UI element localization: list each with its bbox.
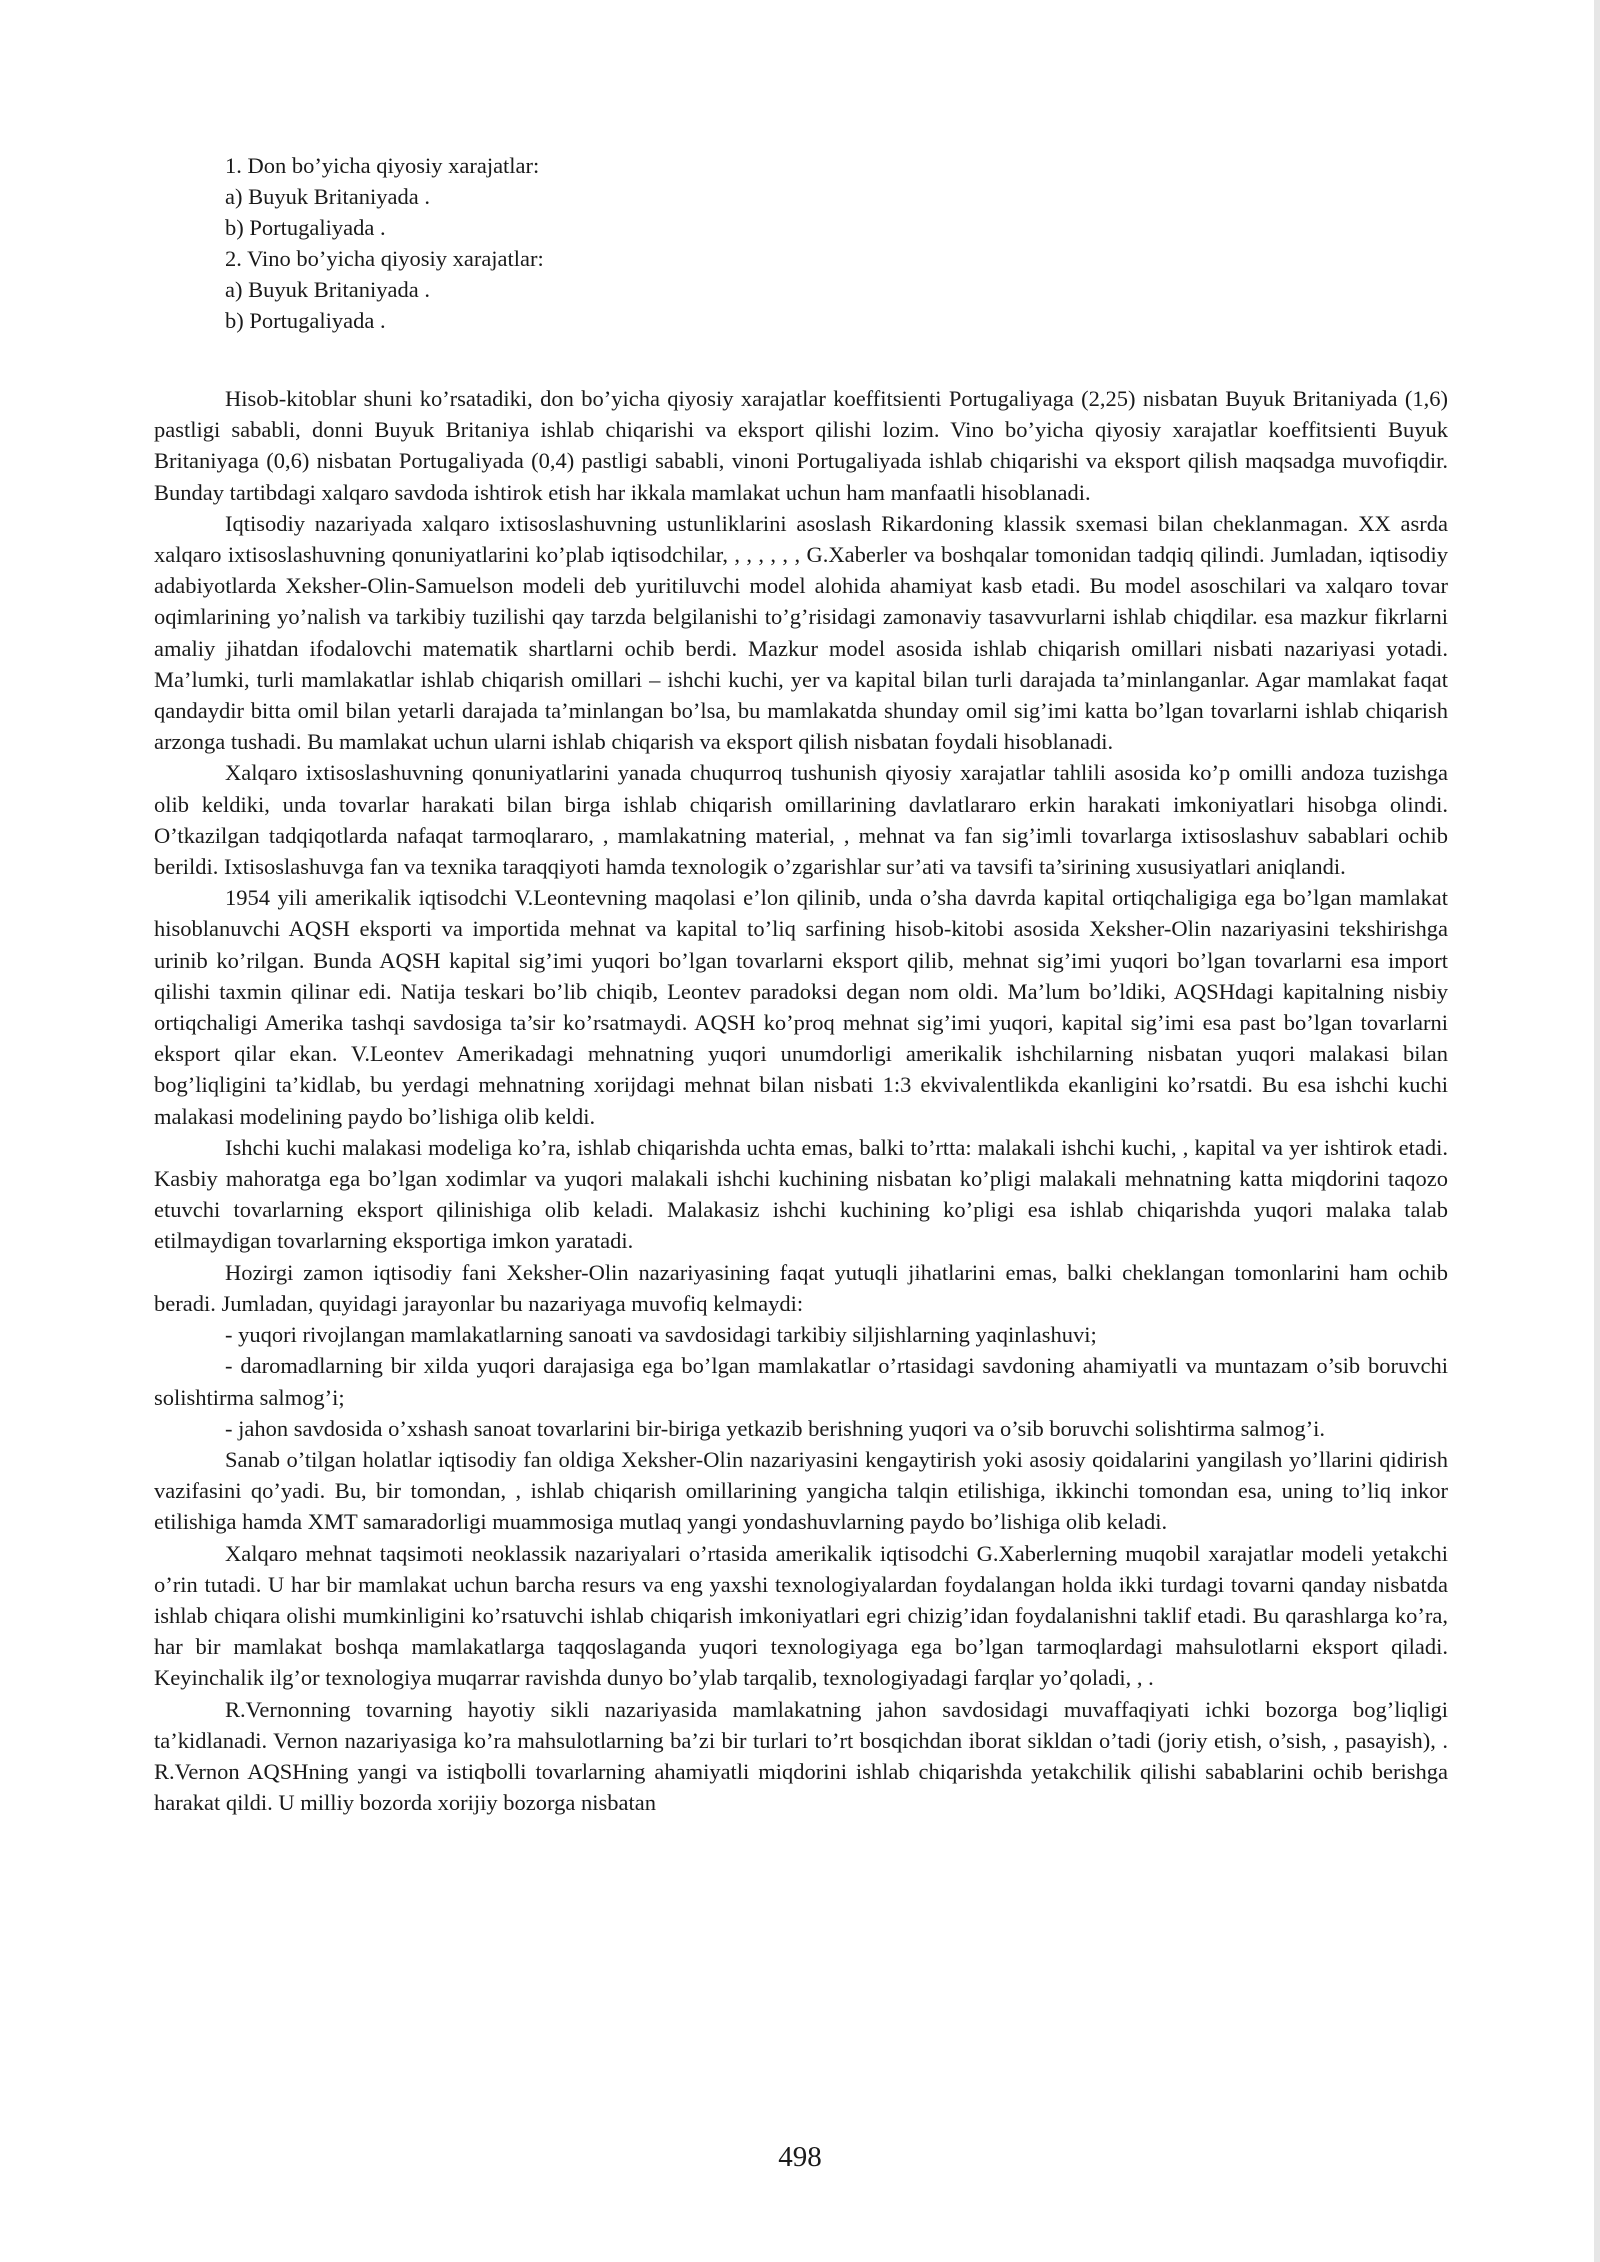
paragraph: Sanab o’tilgan holatlar iqtisodiy fan oldiga Xeksher-Olin nazariyasini kengaytirish yoki asosiy qoidalarini yangilash yo’llarini qidirish vazifasini qo’yadi. Bu, bir tomondan, , ishlab chiqarish omillarining yangicha talqin etilishiga, ikkinchi tomondan esa, uning to’liq inkor etilishiga hamda XMT samaradorligi muammosiga mutlaq yangi yondashuvlarning paydo bo’lishiga olib keladi. — [154, 1446, 1448, 1535]
list-item: 2. Vino bo’yicha qiyosiy xarajatlar: — [225, 246, 544, 271]
body-text — [154, 383, 1448, 1818]
list-item: b) Portugaliyada . — [225, 215, 386, 240]
list-item: a) Buyuk Britaniyada . — [225, 184, 430, 209]
page-number: 498 — [778, 2141, 822, 2173]
paragraph: Iqtisodiy nazariyada xalqaro ixtisoslashuvning ustunliklarini asoslash Rikardoning klassik sxemasi bilan cheklanmagan. XX asrda xalqaro ixtisoslashuvning qonuniyatlarini ko’plab iqtisodchilar, , , , , , , G.Xaberler va boshqalar tomonidan tadqiq qilindi. Jumladan, iqtisodiy adabiyotlarda Xeksher-Olin-Samuelson modeli deb yuritiluvchi model alohida ahamiyat kasb etadi. Bu model asoschilari va xalqaro tovar oqimlarining yo’nalish va tarkibiy tuzilishi qay tarzda belgilanishi to’g’risidagi zamonaviy tasavvurlarni ishlab chiqdilar. esa mazkur fikrlarni amaliy jihatdan ifodalovchi matematik shartlarni ochib berdi. Mazkur model asosida ishlab chiqarish omillari nisbati nazariyasi yotadi. Ma’lumki, turli mamlakatlar ishlab chiqarish omillari – ishchi kuchi, yer va kapital bilan turli darajada ta’minlanganlar. Agar mamlakat faqat qandaydir bitta omil bilan yetarli darajada ta’minlangan bo’lsa, bu mamlakatda shunday omil sig’imi katta bo’lgan tovarlarni ishlab chiqarish arzonga tushadi. Bu mamlakat uchun ularni ishlab chiqarish va eksport qilish nisbatan foydali hisoblanadi. — [154, 510, 1448, 755]
list-item: 1. Don bo’yicha qiyosiy xarajatlar: — [225, 153, 540, 178]
paragraph: Xalqaro ixtisoslashuvning qonuniyatlarini yanada chuqurroq tushunish qiyosiy xarajatlar tahlili asosida ko’p omilli andoza tuzishga olib keldiki, unda tovarlar harakati bilan birga ishlab chiqarish omillarining davlatlararo erkin harakati imkoniyatlari hisobga olindi. O’tkazilgan tadqiqotlarda nafaqat tarmoqlararo, , mamlakatning material, , mehnat va fan sig’imli tovarlarga ixtisoslashuv sabablari ochib berildi. Ixtisoslashuvga fan va texnika taraqqiyoti hamda texnologik o’zgarishlar sur’ati va tavsifi ta’sirining xususiyatlari aniqlandi. — [154, 760, 1448, 880]
paragraph: Hozirgi zamon iqtisodiy fani Xeksher-Olin nazariyasining faqat yutuqli jihatlarini emas, balki cheklangan tomonlarini ham ochib beradi. Jumladan, quyidagi jarayonlar bu nazariyaga muvofiq kelmaydi: — [154, 1259, 1448, 1316]
paragraph: Xalqaro mehnat taqsimoti neoklassik nazariyalari o’rtasida amerikalik iqtisodchi G.Xaberlerning muqobil xarajatlar modeli yetakchi o’rin tutadi. U har bir mamlakat uchun barcha resurs va eng yaxshi texnologiyalardan foydalangan holda ikki turdagi tovarni qanday nisbatda ishlab chiqara olishi mumkinligini ko’rsatuvchi ishlab chiqarish imkoniyatlari egri chizig’idan foydalanishni taklif etadi. Bu qarashlarga ko’ra, har bir mamlakat boshqa mamlakatlarga taqqoslaganda yuqori texnologiyaga ega bo’lgan tarmoqlardagi mahsulotlarni eksport qiladi. Keyinchalik ilg’or texnologiya muqarrar ravishda dunyo bo’ylab tarqalib, texnologiyadagi farqlar yo’qoladi, , . — [154, 1540, 1448, 1691]
paragraph: Hisob-kitoblar shuni ko’rsatadiki, don bo’yicha qiyosiy xarajatlar koeffitsienti Portugaliyaga (2,25) nisbatan Buyuk Britaniyada (1,6) pastligi sababli, donni Buyuk Britaniya ishlab chiqarishi va eksport qilishi lozim. Vino bo’yicha qiyosiy xarajatlar koeffitsienti Buyuk Britaniyaga (0,6) nisbatan Portugaliyada (0,4) pastligi sababli, vinoni Portugaliyada ishlab chiqarishi va eksport qilish maqsadga muvofiqdir. Bunday tartibdagi xalqaro savdoda ishtirok etish har ikkala mamlakat uchun ham manfaatli hisoblanadi. — [154, 386, 1448, 505]
bullet-paragraph: - daromadlarning bir xilda yuqori darajasiga ega bo’lgan mamlakatlar o’rtasidagi savdoning ahamiyatli va muntazam o’sib boruvchi solishtirma salmog’i; — [154, 1353, 1448, 1410]
cost-list — [225, 150, 1125, 336]
page-edge-divider — [1594, 0, 1600, 2262]
paragraph: Ishchi kuchi malakasi modeliga ko’ra, ishlab chiqarishda uchta emas, balki to’rtta: malakali ishchi kuchi, , kapital va yer ishtirok etadi. Kasbiy mahoratga ega bo’lgan xodimlar va yuqori malakali ishchi kuchining nisbatan ko’pligi malakali mehnatning katta miqdorini taqozo etuvchi tovarlarning eksport qilinishiga olib keladi. Malakasiz ishchi kuchining ko’pligi esa ishlab chiqarishda yuqori malaka talab etilmaydigan tovarlarning eksportiga imkon yaratadi. — [154, 1134, 1448, 1254]
list-item: a) Buyuk Britaniyada . — [225, 277, 430, 302]
bullet-paragraph: - jahon savdosida o’xshash sanoat tovarlarini bir-biriga yetkazib berishning yuqori va o’sib boruvchi solishtirma salmog’i. — [225, 1415, 1325, 1441]
paragraph: R.Vernonning tovarning hayotiy sikli nazariyasida mamlakatning jahon savdosidagi muvaffaqiyati ichki bozorga bog’liqligi ta’kidlanadi. Vernon nazariyasiga ko’ra mahsulotlarning ba’zi bir turlari to’rt bosqichdan iborat sikldan o’tadi (joriy etish, o’sish, , pasayish), . R.Vernon AQSHning yangi va istiqbolli tovarlarning ahamiyatli miqdorini ishlab chiqarishda yetakchilik qilishi sabablarini ochib berishga harakat qildi. U milliy bozorda xorijiy bozorga nisbatan — [154, 1696, 1448, 1816]
paragraph: 1954 yili amerikalik iqtisodchi V.Leontevning maqolasi e’lon qilinib, unda o’sha davrda kapital ortiqchaligiga ega bo’lgan mamlakat hisoblanuvchi AQSH eksporti va importida mehnat va kapital to’liq sarfining hisob-kitobi asosida Xeksher-Olin nazariyasini tekshirishga urinib ko’rilgan. Bunda AQSH kapital sig’imi yuqori bo’lgan tovarlarni eksport qilib, mehnat sig’imi yuqori bo’lgan tovarlarni esa import qilishi taxmin qilinar edi. Natija teskari bo’lib chiqib, Leontev paradoksi degan nom oldi. Ma’lum bo’ldiki, AQSHdagi kapitalning nisbiy ortiqchaligi Amerika tashqi savdosiga ta’sir ko’rsatmaydi. AQSH ko’proq mehnat sig’imi yuqori, kapital sig’imi esa past bo’lgan tovarlarni eksport qilar ekan. V.Leontev Amerikadagi mehnatning yuqori unumdorligi amerikalik ishchilarning nisbatan yuqori malakasi bilan bog’liqligini ta’kidlab, bu yerdagi mehnatning xorijdagi mehnat bilan nisbati 1:3 ekvivalentlikda ekanligini ko’rsatdi. Bu esa ishchi kuchi malakasi modelining paydo bo’lishiga olib keldi. — [154, 885, 1448, 1129]
list-item: b) Portugaliyada . — [225, 308, 386, 333]
bullet-paragraph: - yuqori rivojlangan mamlakatlarning sanoati va savdosidagi tarkibiy siljishlarning yaqinlashuvi; — [225, 1322, 1097, 1348]
